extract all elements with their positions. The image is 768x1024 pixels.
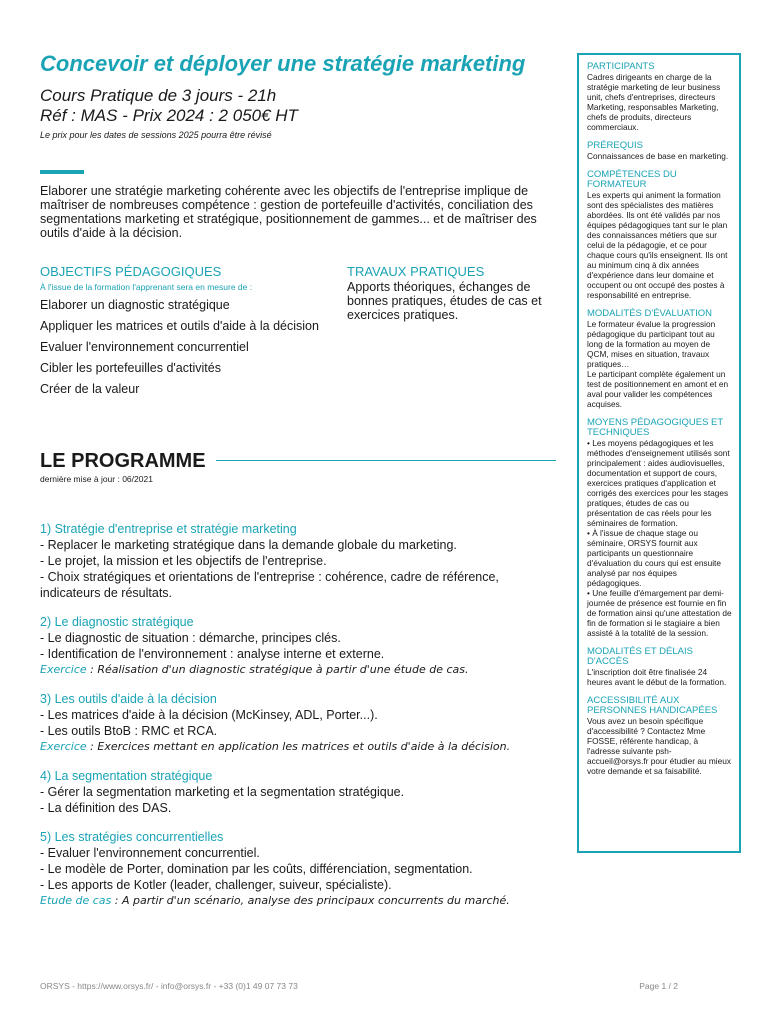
footer-contact: ORSYS - https://www.orsys.fr/ - info@orsys.fr - +33 (0)1 49 07 73 73 (40, 981, 298, 991)
module-line: - Le diagnostic de situation : démarche, principes clés. (40, 631, 341, 645)
programme-modules (40, 521, 560, 922)
module-title: 1) Stratégie d'entreprise et stratégie marketing (40, 522, 297, 536)
sidebar-text-evaluation: Le formateur évalue la progression pédagogique du participant tout au long de la formation au moyen de QCM, mises en situation, travaux pratiques… Le participant complète également un test de positionnement en amont et en aval pour valider les compétences acquises. (587, 319, 729, 409)
sidebar-text-prerequisites: Connaissances de base en marketing. (587, 151, 729, 161)
module (40, 521, 560, 601)
objective-item: Créer de la valeur (40, 382, 140, 396)
course-type: Cours Pratique de 3 jours - 21h (40, 86, 277, 105)
module (40, 691, 560, 755)
sidebar-heading-trainer-skills: COMPÉTENCES DU FORMATEUR (587, 169, 677, 190)
module-line: - Le modèle de Porter, domination par les coûts, différenciation, segmentation. (40, 862, 473, 876)
price-note: Le prix pour les dates de sessions 2025 pourra être révisé (40, 130, 272, 140)
exercise-text: : Exercices mettant en application les matrices et outils d'aide à la décision. (86, 740, 511, 753)
accent-divider (40, 170, 84, 174)
programme-heading: LE PROGRAMME (40, 450, 206, 472)
objective-item: Elaborer un diagnostic stratégique (40, 298, 230, 312)
sidebar-heading-accessibility: ACCESSIBILITÉ AUX PERSONNES HANDICAPÉES (587, 695, 718, 716)
info-sidebar (577, 53, 741, 853)
sidebar-heading-participants: PARTICIPANTS (587, 61, 655, 72)
module-exercise (40, 662, 560, 678)
module (40, 614, 560, 678)
module-title: 4) La segmentation stratégique (40, 769, 213, 783)
exercise-label: Etude de cas (40, 894, 112, 907)
sidebar-text-participants: Cadres dirigeants en charge de la stratégie marketing de leur business unit, chefs d'entreprises, directeurs Marketing, responsables Marketing, chefs de produits, directeurs commerciaux. (587, 72, 721, 132)
page-number: Page 1 / 2 (639, 981, 678, 991)
course-reference-price: Réf : MAS - Prix 2024 : 2 050€ HT (40, 106, 298, 125)
course-title: Concevoir et déployer une stratégie marketing (40, 51, 526, 76)
sidebar-text-accessibility: Vous avez un besoin spécifique d'accessibilité ? Contactez Mme FOSSE, référente handicap, à l'adresse suivante psh-accueil@orsys.fr pour étudier au mieux votre demande et sa faisabilité. (587, 716, 732, 776)
sidebar-text-teaching-means: • Les moyens pédagogiques et les méthodes d'enseignement utilisés sont principalement : aides audiovisuelles, documentation et support de cours, exercices pratiques d'application et corrigés des exercices pour les stages pratiques, études de cas ou présentation de cas réels pour les séminaires de formation. • À l'issue de chaque stage ou séminaire, ORSYS fournit aux participants un questionnaire d'évaluation du cours qui est ensuite analysé par nos équipes pédagogiques. • Une feuille d'émargement par demi-journée de présence est fournie en fin de formation ainsi qu'une attestation de fin de formation si le stagiaire a bien assisté à la totalité de la session. (587, 438, 732, 638)
objective-item: Evaluer l'environnement concurrentiel (40, 340, 249, 354)
module-exercise (40, 739, 560, 755)
module-exercise (40, 893, 560, 909)
sidebar-text-access: L'inscription doit être finalisée 24 heures avant le début de la formation. (587, 667, 727, 687)
module-title: 5) Les stratégies concurrentielles (40, 830, 224, 844)
objectives-heading: OBJECTIFS PÉDAGOGIQUES (40, 264, 222, 279)
module-line: - Replacer le marketing stratégique dans la demande globale du marketing. (40, 538, 457, 552)
module-title: 3) Les outils d'aide à la décision (40, 692, 217, 706)
practical-block (347, 264, 557, 322)
programme-update-date: dernière mise à jour : 06/2021 (40, 474, 153, 484)
practical-text: Apports théoriques, échanges de bonnes pratiques, études de cas et exercices pratiques. (347, 280, 542, 322)
module-line: - La définition des DAS. (40, 801, 172, 815)
programme-rule (216, 460, 556, 461)
objectives-practical-section (40, 264, 560, 414)
sidebar-heading-access: MODALITÉS ET DÉLAIS D'ACCÈS (587, 646, 693, 667)
module (40, 829, 560, 909)
module-line: - Choix stratégiques et orientations de l'entreprise : cohérence, cadre de référence, indicateurs de résultats. (40, 570, 499, 600)
module-line: - Les outils BtoB : RMC et RCA. (40, 724, 218, 738)
objectives-list (40, 298, 330, 396)
objectives-subheading: À l'issue de la formation l'apprenant sera en mesure de : (40, 282, 253, 292)
exercise-text: : Réalisation d'un diagnostic stratégique à partir d'une étude de cas. (86, 663, 469, 676)
module (40, 768, 560, 816)
module-line: - Le projet, la mission et les objectifs de l'entreprise. (40, 554, 327, 568)
sidebar-heading-prerequisites: PRÉREQUIS (587, 140, 643, 151)
sidebar-text-trainer-skills: Les experts qui animent la formation sont des spécialistes des matières abordées. Ils ont été validés par nos équipes pédagogiques tant sur le plan des connaissances métiers que sur celui de la pédagogie, et ce pour chaque cours qu'ils enseignent. Ils ont au minimum cinq à dix années d'expérience dans leur domaine et occupent ou ont occupé des postes à responsabilité en entreprise. (587, 190, 728, 300)
objective-item: Appliquer les matrices et outils d'aide à la décision (40, 319, 319, 333)
sidebar-heading-teaching-means: MOYENS PÉDAGOGIQUES ET TECHNIQUES (587, 417, 724, 438)
module-line: - Evaluer l'environnement concurrentiel. (40, 846, 260, 860)
objective-item: Cibler les portefeuilles d'activités (40, 361, 221, 375)
exercise-text: : A partir d'un scénario, analyse des principaux concurrents du marché. (111, 894, 510, 907)
objectives-block (40, 264, 330, 403)
course-intro: Elaborer une stratégie marketing cohérente avec les objectifs de l'entreprise implique de maîtriser de nombreuses compétence : gestion de portefeuille d'activités, conciliation des segmentations marketing et stratégique, positionnement de gammes... et de maîtriser des outils d'aide à la décision. (40, 184, 537, 240)
module-line: - Gérer la segmentation marketing et la segmentation stratégique. (40, 785, 405, 799)
exercise-label: Exercice (40, 663, 87, 676)
module-line: - Identification de l'environnement : analyse interne et externe. (40, 647, 385, 661)
module-line: - Les matrices d'aide à la décision (McKinsey, ADL, Porter...). (40, 708, 378, 722)
course-header (40, 50, 560, 414)
programme-header (40, 450, 558, 472)
exercise-label: Exercice (40, 740, 87, 753)
practical-heading: TRAVAUX PRATIQUES (347, 264, 485, 279)
module-line: - Les apports de Kotler (leader, challenger, suiveur, spécialiste). (40, 878, 392, 892)
sidebar-heading-evaluation: MODALITÉS D'ÉVALUATION (587, 308, 712, 319)
module-title: 2) Le diagnostic stratégique (40, 615, 194, 629)
